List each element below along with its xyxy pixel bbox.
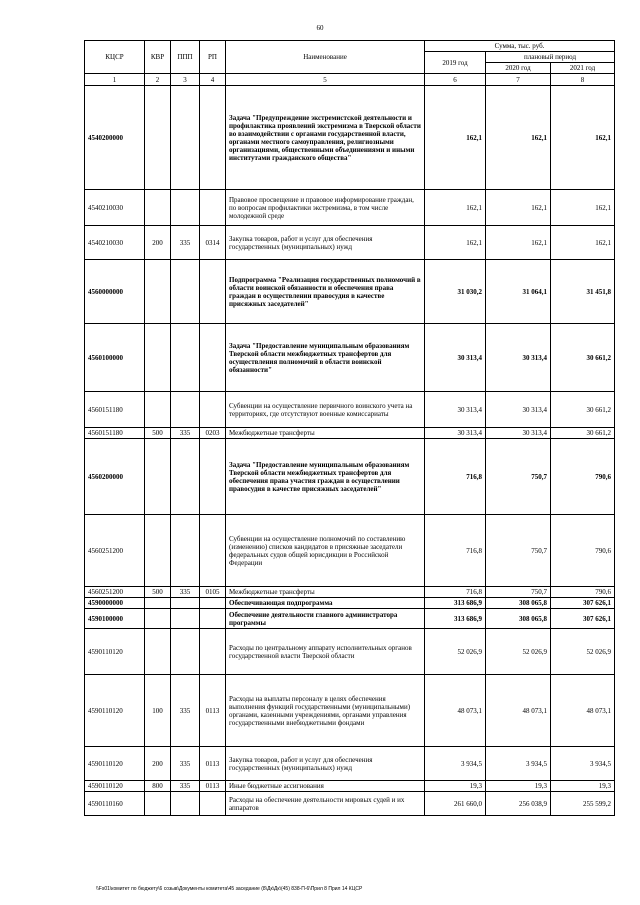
ppp-cell <box>171 515 200 587</box>
kvr-cell <box>145 609 171 629</box>
amount-2019-cell: 716,8 <box>425 439 486 515</box>
kvr-cell: 500 <box>145 587 171 598</box>
column-numbers-row <box>85 74 615 86</box>
name-cell: Правовое просвещение и правовое информирование граждан, по вопросам профилактики экстремизма, в том числе молодежной среде <box>226 190 425 226</box>
rp-cell: 0105 <box>200 587 226 598</box>
ppp-cell <box>171 324 200 392</box>
table-row <box>85 439 615 515</box>
amount-2021-cell: 52 026,9 <box>551 629 615 675</box>
column-number: 7 <box>486 74 551 86</box>
code-cell: 4560200000 <box>85 439 145 515</box>
ppp-cell <box>171 792 200 816</box>
code-cell: 4560251200 <box>85 515 145 587</box>
amount-2020-cell: 162,1 <box>486 190 551 226</box>
column-number: 4 <box>200 74 226 86</box>
amount-2021-cell: 255 599,2 <box>551 792 615 816</box>
column-number: 5 <box>226 74 425 86</box>
table-row <box>85 190 615 226</box>
kvr-cell <box>145 515 171 587</box>
name-cell: Иные бюджетные ассигнования <box>226 781 425 792</box>
code-cell: 4590110160 <box>85 792 145 816</box>
amount-2021-cell: 48 073,1 <box>551 675 615 747</box>
name-cell: Обеспечивающая подпрограмма <box>226 598 425 609</box>
amount-2021-cell: 307 626,1 <box>551 609 615 629</box>
amount-2020-cell: 30 313,4 <box>486 428 551 439</box>
amount-2019-cell: 162,1 <box>425 190 486 226</box>
kvr-cell <box>145 324 171 392</box>
kvr-cell: 200 <box>145 226 171 260</box>
column-number: 2 <box>145 74 171 86</box>
amount-2021-cell: 30 661,2 <box>551 428 615 439</box>
name-cell: Задача "Предупреждение экстремистской деятельности и профилактика проявлений экстремизма в Тверской области во взаимодействии с органами государственной власти, органами местного самоуправления, религиозными организациями, общественными объединениями и иными институтами гражданского общества" <box>226 86 425 190</box>
ppp-cell: 335 <box>171 675 200 747</box>
amount-2021-cell: 790,6 <box>551 515 615 587</box>
amount-2020-cell: 31 064,1 <box>486 260 551 324</box>
name-cell: Обеспечение деятельности главного администратора программы <box>226 609 425 629</box>
kvr-cell: 500 <box>145 428 171 439</box>
table-row <box>85 747 615 781</box>
amount-2019-cell: 313 686,9 <box>425 609 486 629</box>
amount-2021-cell: 3 934,5 <box>551 747 615 781</box>
ppp-cell: 335 <box>171 587 200 598</box>
column-number: 8 <box>551 74 615 86</box>
amount-2019-cell: 3 934,5 <box>425 747 486 781</box>
amount-2021-cell: 30 661,2 <box>551 392 615 428</box>
amount-2021-cell: 31 451,8 <box>551 260 615 324</box>
rp-cell <box>200 629 226 675</box>
table-row <box>85 781 615 792</box>
amount-2021-cell: 30 661,2 <box>551 324 615 392</box>
code-cell: 4590000000 <box>85 598 145 609</box>
header-2019: 2019 год <box>425 52 486 74</box>
kvr-cell <box>145 260 171 324</box>
table-row <box>85 515 615 587</box>
footer-file-path: \\Fs01\комитет по бюджету\6 созыв\Документы комитета\45 заседание (8\Дк\Дк\(45) 838-П-6\Прил 8 Прил 14 КЦСР <box>96 886 363 892</box>
amount-2020-cell: 750,7 <box>486 515 551 587</box>
rp-cell: 0203 <box>200 428 226 439</box>
table-row <box>85 598 615 609</box>
budget-table <box>84 40 615 816</box>
amount-2021-cell: 790,6 <box>551 439 615 515</box>
name-cell: Расходы по центральному аппарату исполнительных органов государственной власти Тверской области <box>226 629 425 675</box>
code-cell: 4590110120 <box>85 747 145 781</box>
header-planned-period: плановый период <box>486 52 615 63</box>
table-row <box>85 392 615 428</box>
rp-cell <box>200 792 226 816</box>
name-cell: Субвенции на осуществление первичного воинского учета на территориях, где отсутствуют военные комиссариаты <box>226 392 425 428</box>
amount-2020-cell: 3 934,5 <box>486 747 551 781</box>
amount-2020-cell: 162,1 <box>486 226 551 260</box>
table-row <box>85 792 615 816</box>
header-sum: Сумма, тыс. руб. <box>425 41 615 52</box>
table-row <box>85 629 615 675</box>
header-name: Наименование <box>226 41 425 74</box>
amount-2019-cell: 48 073,1 <box>425 675 486 747</box>
code-cell: 4560000000 <box>85 260 145 324</box>
name-cell: Задача "Предоставление муниципальным образованиям Тверской области межбюджетных трансфертов для обеспечения права участия граждан в осуществлении правосудия в качестве присяжных заседателей" <box>226 439 425 515</box>
amount-2021-cell: 19,3 <box>551 781 615 792</box>
rp-cell: 0113 <box>200 675 226 747</box>
code-cell: 4590110120 <box>85 629 145 675</box>
amount-2020-cell: 48 073,1 <box>486 675 551 747</box>
name-cell: Межбюджетные трансферты <box>226 428 425 439</box>
header-2021: 2021 год <box>551 63 615 74</box>
kvr-cell <box>145 392 171 428</box>
rp-cell <box>200 190 226 226</box>
code-cell: 4590110120 <box>85 781 145 792</box>
name-cell: Расходы на обеспечение деятельности мировых судей и их аппаратов <box>226 792 425 816</box>
name-cell: Межбюджетные трансферты <box>226 587 425 598</box>
code-cell: 4590110120 <box>85 675 145 747</box>
amount-2020-cell: 30 313,4 <box>486 392 551 428</box>
rp-cell: 0113 <box>200 781 226 792</box>
amount-2019-cell: 19,3 <box>425 781 486 792</box>
ppp-cell: 335 <box>171 428 200 439</box>
amount-2021-cell: 162,1 <box>551 86 615 190</box>
amount-2019-cell: 30 313,4 <box>425 324 486 392</box>
ppp-cell: 335 <box>171 781 200 792</box>
amount-2020-cell: 52 026,9 <box>486 629 551 675</box>
amount-2020-cell: 30 313,4 <box>486 324 551 392</box>
ppp-cell <box>171 190 200 226</box>
amount-2021-cell: 790,6 <box>551 587 615 598</box>
header-rp: РП <box>200 41 226 74</box>
amount-2019-cell: 162,1 <box>425 226 486 260</box>
amount-2020-cell: 750,7 <box>486 439 551 515</box>
rp-cell <box>200 598 226 609</box>
header-kvr: КВР <box>145 41 171 74</box>
ppp-cell <box>171 260 200 324</box>
table-body <box>85 74 615 816</box>
column-number: 6 <box>425 74 486 86</box>
kvr-cell <box>145 629 171 675</box>
code-cell: 4560251200 <box>85 587 145 598</box>
rp-cell <box>200 324 226 392</box>
code-cell: 4540210030 <box>85 190 145 226</box>
kvr-cell: 100 <box>145 675 171 747</box>
table-row <box>85 675 615 747</box>
amount-2020-cell: 19,3 <box>486 781 551 792</box>
rp-cell <box>200 86 226 190</box>
ppp-cell: 335 <box>171 747 200 781</box>
header-ppp: ППП <box>171 41 200 74</box>
amount-2019-cell: 716,8 <box>425 515 486 587</box>
code-cell: 4560151180 <box>85 392 145 428</box>
table-row <box>85 324 615 392</box>
amount-2019-cell: 162,1 <box>425 86 486 190</box>
name-cell: Расходы на выплаты персоналу в целях обеспечения выполнения функций государственными (муниципальными) органами, казенными учреждениями, органами управления государственными внебюджетными фондами <box>226 675 425 747</box>
amount-2019-cell: 30 313,4 <box>425 428 486 439</box>
kvr-cell <box>145 598 171 609</box>
ppp-cell <box>171 439 200 515</box>
kvr-cell: 800 <box>145 781 171 792</box>
amount-2019-cell: 716,8 <box>425 587 486 598</box>
amount-2019-cell: 52 026,9 <box>425 629 486 675</box>
header-code: КЦСР <box>85 41 145 74</box>
amount-2020-cell: 308 065,8 <box>486 609 551 629</box>
name-cell: Задача "Предоставление муниципальным образованиям Тверской области межбюджетных трансфертов для осуществления полномочий в области воинской обязанности" <box>226 324 425 392</box>
name-cell: Подпрограмма "Реализация государственных полномочий в области воинской обязанности и обеспечения права граждан в осуществлении правосудия в качестве присяжных заседателей" <box>226 260 425 324</box>
name-cell: Закупка товаров, работ и услуг для обеспечения государственных (муниципальных) нужд <box>226 226 425 260</box>
table-header <box>85 41 615 74</box>
amount-2019-cell: 30 313,4 <box>425 392 486 428</box>
table-row <box>85 587 615 598</box>
kvr-cell <box>145 190 171 226</box>
amount-2021-cell: 162,1 <box>551 190 615 226</box>
table-row <box>85 260 615 324</box>
kvr-cell <box>145 439 171 515</box>
amount-2019-cell: 261 660,0 <box>425 792 486 816</box>
amount-2020-cell: 308 065,8 <box>486 598 551 609</box>
rp-cell <box>200 439 226 515</box>
rp-cell <box>200 609 226 629</box>
rp-cell <box>200 260 226 324</box>
ppp-cell <box>171 609 200 629</box>
code-cell: 4540200000 <box>85 86 145 190</box>
table-row <box>85 226 615 260</box>
rp-cell <box>200 392 226 428</box>
kvr-cell <box>145 86 171 190</box>
page-number: 60 <box>316 24 324 32</box>
rp-cell: 0314 <box>200 226 226 260</box>
ppp-cell <box>171 598 200 609</box>
kvr-cell: 200 <box>145 747 171 781</box>
code-cell: 4590100000 <box>85 609 145 629</box>
amount-2020-cell: 256 038,9 <box>486 792 551 816</box>
column-number: 3 <box>171 74 200 86</box>
column-number: 1 <box>85 74 145 86</box>
header-2020: 2020 год <box>486 63 551 74</box>
amount-2021-cell: 162,1 <box>551 226 615 260</box>
amount-2020-cell: 162,1 <box>486 86 551 190</box>
table-row <box>85 428 615 439</box>
amount-2021-cell: 307 626,1 <box>551 598 615 609</box>
kvr-cell <box>145 792 171 816</box>
amount-2020-cell: 750,7 <box>486 587 551 598</box>
ppp-cell <box>171 392 200 428</box>
code-cell: 4540210030 <box>85 226 145 260</box>
ppp-cell: 335 <box>171 226 200 260</box>
ppp-cell <box>171 86 200 190</box>
amount-2019-cell: 313 686,9 <box>425 598 486 609</box>
rp-cell <box>200 515 226 587</box>
table-row <box>85 86 615 190</box>
amount-2019-cell: 31 030,2 <box>425 260 486 324</box>
rp-cell: 0113 <box>200 747 226 781</box>
code-cell: 4560100000 <box>85 324 145 392</box>
name-cell: Субвенции на осуществление полномочий по составлению (изменению) списков кандидатов в присяжные заседатели федеральных судов общей юрисдикции в Российской Федерации <box>226 515 425 587</box>
table-row <box>85 609 615 629</box>
ppp-cell <box>171 629 200 675</box>
code-cell: 4560151180 <box>85 428 145 439</box>
name-cell: Закупка товаров, работ и услуг для обеспечения государственных (муниципальных) нужд <box>226 747 425 781</box>
